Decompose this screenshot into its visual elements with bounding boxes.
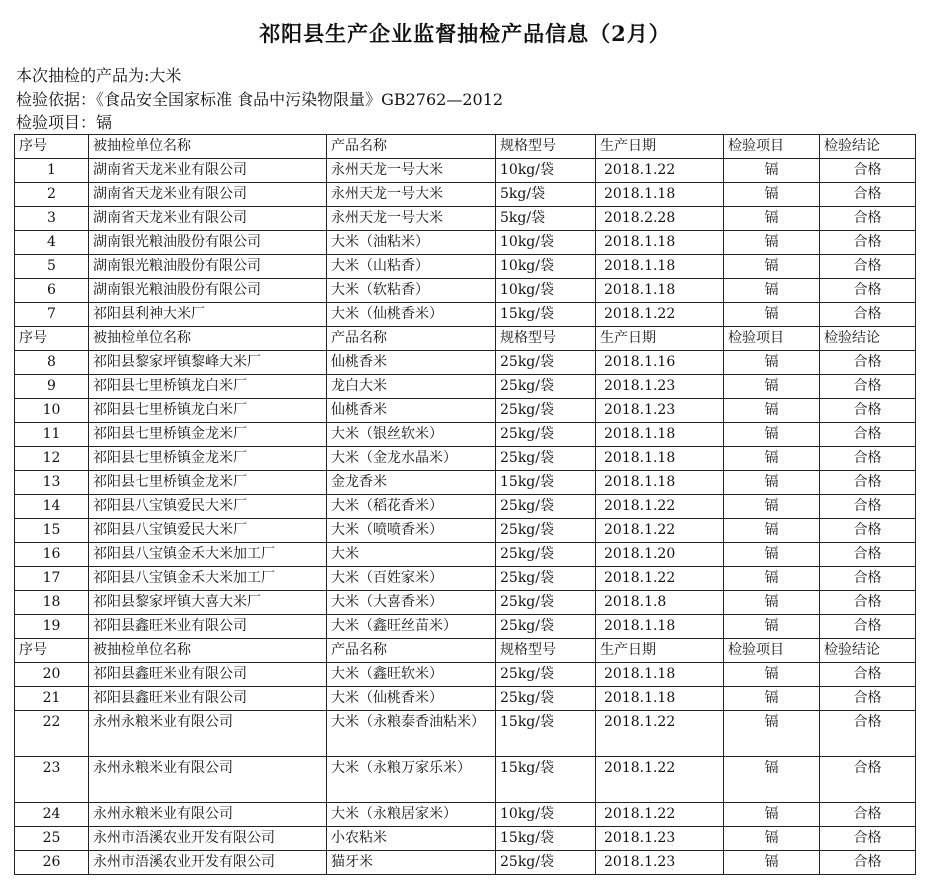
cell-no: 17 xyxy=(15,567,89,591)
cell-no: 3 xyxy=(15,207,89,231)
cell-item: 镉 xyxy=(724,399,820,423)
cell-spec: 25kg/袋 xyxy=(496,543,596,567)
cell-spec: 5kg/袋 xyxy=(496,207,596,231)
table-header-row xyxy=(15,135,916,159)
cell-unit: 祁阳县黎家坪镇大喜大米厂 xyxy=(89,591,327,615)
cell-item: 镉 xyxy=(724,231,820,255)
cell-date: 2018.1.18 xyxy=(596,447,724,471)
cell-item: 镉 xyxy=(724,519,820,543)
header-col-date: 生产日期 xyxy=(596,327,724,351)
cell-date: 2018.1.18 xyxy=(596,279,724,303)
cell-no: 1 xyxy=(15,159,89,183)
cell-spec: 15kg/袋 xyxy=(496,711,596,757)
table-header-row xyxy=(15,327,916,351)
cell-spec: 15kg/袋 xyxy=(496,827,596,851)
cell-result: 合格 xyxy=(820,183,916,207)
cell-unit: 祁阳县七里桥镇金龙米厂 xyxy=(89,423,327,447)
cell-spec: 25kg/袋 xyxy=(496,567,596,591)
cell-date: 2018.2.28 xyxy=(596,207,724,231)
cell-no: 26 xyxy=(15,851,89,875)
cell-date: 2018.1.18 xyxy=(596,687,724,711)
cell-unit: 湖南省天龙米业有限公司 xyxy=(89,207,327,231)
table-row xyxy=(15,447,916,471)
cell-spec: 25kg/袋 xyxy=(496,399,596,423)
cell-spec: 25kg/袋 xyxy=(496,351,596,375)
cell-item: 镉 xyxy=(724,543,820,567)
cell-spec: 10kg/袋 xyxy=(496,279,596,303)
cell-item: 镉 xyxy=(724,447,820,471)
cell-unit: 永州永粮米业有限公司 xyxy=(89,757,327,803)
table-header-row xyxy=(15,639,916,663)
cell-spec: 10kg/袋 xyxy=(496,231,596,255)
cell-unit: 祁阳县七里桥镇金龙米厂 xyxy=(89,447,327,471)
cell-date: 2018.1.18 xyxy=(596,231,724,255)
cell-date: 2018.1.22 xyxy=(596,711,724,757)
cell-spec: 10kg/袋 xyxy=(496,255,596,279)
header-col-result: 检验结论 xyxy=(820,639,916,663)
cell-product: 大米（仙桃香米） xyxy=(327,687,496,711)
item-line: 检验项目：镉 xyxy=(16,113,113,132)
cell-result: 合格 xyxy=(820,159,916,183)
cell-no: 25 xyxy=(15,827,89,851)
cell-unit: 湖南银光粮油股份有限公司 xyxy=(89,231,327,255)
cell-no: 18 xyxy=(15,591,89,615)
cell-item: 镉 xyxy=(724,851,820,875)
cell-result: 合格 xyxy=(820,757,916,803)
header-col-item: 检验项目 xyxy=(724,327,820,351)
table-row xyxy=(15,183,916,207)
cell-product: 猫牙米 xyxy=(327,851,496,875)
cell-product: 大米（永粮居家米） xyxy=(327,803,496,827)
cell-product: 永州天龙一号大米 xyxy=(327,207,496,231)
cell-product: 大米（永粮万家乐米） xyxy=(327,757,496,803)
cell-product: 大米（软粘香） xyxy=(327,279,496,303)
cell-product: 大米（百姓家米） xyxy=(327,567,496,591)
cell-product: 大米（鑫旺软米） xyxy=(327,663,496,687)
header-col-no: 序号 xyxy=(15,327,89,351)
cell-spec: 10kg/袋 xyxy=(496,159,596,183)
cell-no: 8 xyxy=(15,351,89,375)
cell-result: 合格 xyxy=(820,567,916,591)
table-row xyxy=(15,519,916,543)
cell-unit: 湖南省天龙米业有限公司 xyxy=(89,159,327,183)
cell-product: 大米（喷喷香米） xyxy=(327,519,496,543)
cell-no: 4 xyxy=(15,231,89,255)
header-col-unit: 被抽检单位名称 xyxy=(89,639,327,663)
header-col-product: 产品名称 xyxy=(327,639,496,663)
cell-spec: 15kg/袋 xyxy=(496,303,596,327)
cell-result: 合格 xyxy=(820,803,916,827)
header-col-item: 检验项目 xyxy=(724,639,820,663)
cell-result: 合格 xyxy=(820,303,916,327)
cell-product: 大米（仙桃香米） xyxy=(327,303,496,327)
cell-item: 镉 xyxy=(724,711,820,757)
cell-product: 大米（金龙水晶米） xyxy=(327,447,496,471)
header-col-date: 生产日期 xyxy=(596,135,724,159)
cell-product: 龙白大米 xyxy=(327,375,496,399)
cell-result: 合格 xyxy=(820,207,916,231)
cell-item: 镉 xyxy=(724,615,820,639)
cell-no: 10 xyxy=(15,399,89,423)
cell-no: 14 xyxy=(15,495,89,519)
cell-spec: 10kg/袋 xyxy=(496,803,596,827)
cell-item: 镉 xyxy=(724,687,820,711)
cell-item: 镉 xyxy=(724,303,820,327)
cell-unit: 祁阳县七里桥镇金龙米厂 xyxy=(89,471,327,495)
table-row xyxy=(15,687,916,711)
cell-no: 2 xyxy=(15,183,89,207)
table-row xyxy=(15,399,916,423)
cell-result: 合格 xyxy=(820,255,916,279)
cell-date: 2018.1.22 xyxy=(596,803,724,827)
cell-spec: 25kg/袋 xyxy=(496,851,596,875)
cell-date: 2018.1.22 xyxy=(596,757,724,803)
cell-product: 大米（大喜香米） xyxy=(327,591,496,615)
page-title: 祁阳县生产企业监督抽检产品信息（2月） xyxy=(259,21,671,46)
cell-unit: 永州市浯溪农业开发有限公司 xyxy=(89,851,327,875)
cell-spec: 25kg/袋 xyxy=(496,591,596,615)
cell-product: 仙桃香米 xyxy=(327,351,496,375)
table-row xyxy=(15,663,916,687)
product-line: 本次抽检的产品为:大米 xyxy=(16,66,182,85)
cell-spec: 25kg/袋 xyxy=(496,447,596,471)
table-row xyxy=(15,803,916,827)
cell-item: 镉 xyxy=(724,279,820,303)
header-col-no: 序号 xyxy=(15,135,89,159)
cell-product: 金龙香米 xyxy=(327,471,496,495)
cell-unit: 祁阳县黎家坪镇黎峰大米厂 xyxy=(89,351,327,375)
cell-date: 2018.1.20 xyxy=(596,543,724,567)
cell-product: 大米（油粘米） xyxy=(327,231,496,255)
cell-item: 镉 xyxy=(724,757,820,803)
cell-unit: 湖南省天龙米业有限公司 xyxy=(89,183,327,207)
table-row xyxy=(15,375,916,399)
cell-unit: 祁阳县八宝镇爱民大米厂 xyxy=(89,519,327,543)
cell-item: 镉 xyxy=(724,567,820,591)
cell-no: 9 xyxy=(15,375,89,399)
cell-result: 合格 xyxy=(820,543,916,567)
cell-unit: 祁阳县鑫旺米业有限公司 xyxy=(89,663,327,687)
header-col-result: 检验结论 xyxy=(820,327,916,351)
cell-spec: 25kg/袋 xyxy=(496,615,596,639)
cell-date: 2018.1.18 xyxy=(596,663,724,687)
cell-date: 2018.1.18 xyxy=(596,471,724,495)
cell-result: 合格 xyxy=(820,519,916,543)
cell-date: 2018.1.22 xyxy=(596,567,724,591)
table-row xyxy=(15,851,916,875)
table-row xyxy=(15,827,916,851)
cell-result: 合格 xyxy=(820,827,916,851)
cell-date: 2018.1.18 xyxy=(596,255,724,279)
cell-result: 合格 xyxy=(820,687,916,711)
cell-unit: 祁阳县八宝镇金禾大米加工厂 xyxy=(89,543,327,567)
table-row xyxy=(15,207,916,231)
basis-line: 检验依据：《食品安全国家标准 食品中污染物限量》GB2762—2012 xyxy=(16,90,504,109)
cell-product: 大米 xyxy=(327,543,496,567)
cell-product: 仙桃香米 xyxy=(327,399,496,423)
cell-date: 2018.1.23 xyxy=(596,375,724,399)
cell-spec: 15kg/袋 xyxy=(496,757,596,803)
cell-result: 合格 xyxy=(820,351,916,375)
table-row xyxy=(15,615,916,639)
cell-date: 2018.1.18 xyxy=(596,183,724,207)
table-row xyxy=(15,495,916,519)
header-col-spec: 规格型号 xyxy=(496,639,596,663)
cell-product: 大米（鑫旺丝苗米） xyxy=(327,615,496,639)
cell-product: 永州天龙一号大米 xyxy=(327,159,496,183)
header-col-date: 生产日期 xyxy=(596,639,724,663)
cell-date: 2018.1.22 xyxy=(596,159,724,183)
table-row xyxy=(15,423,916,447)
cell-item: 镉 xyxy=(724,375,820,399)
cell-spec: 5kg/袋 xyxy=(496,183,596,207)
cell-product: 永州天龙一号大米 xyxy=(327,183,496,207)
cell-result: 合格 xyxy=(820,711,916,757)
cell-spec: 25kg/袋 xyxy=(496,519,596,543)
cell-unit: 祁阳县八宝镇爱民大米厂 xyxy=(89,495,327,519)
cell-date: 2018.1.18 xyxy=(596,615,724,639)
cell-unit: 湖南银光粮油股份有限公司 xyxy=(89,255,327,279)
cell-item: 镉 xyxy=(724,495,820,519)
cell-date: 2018.1.18 xyxy=(596,423,724,447)
table-row xyxy=(15,279,916,303)
cell-spec: 25kg/袋 xyxy=(496,423,596,447)
cell-product: 小农粘米 xyxy=(327,827,496,851)
cell-item: 镉 xyxy=(724,471,820,495)
cell-date: 2018.1.22 xyxy=(596,303,724,327)
table-row xyxy=(15,567,916,591)
cell-result: 合格 xyxy=(820,851,916,875)
cell-unit: 祁阳县鑫旺米业有限公司 xyxy=(89,687,327,711)
cell-no: 6 xyxy=(15,279,89,303)
table-row xyxy=(15,757,916,803)
cell-result: 合格 xyxy=(820,231,916,255)
cell-result: 合格 xyxy=(820,495,916,519)
table-body xyxy=(15,135,916,875)
cell-result: 合格 xyxy=(820,471,916,495)
table-row xyxy=(15,255,916,279)
cell-no: 21 xyxy=(15,687,89,711)
cell-no: 22 xyxy=(15,711,89,757)
cell-date: 2018.1.23 xyxy=(596,399,724,423)
cell-result: 合格 xyxy=(820,423,916,447)
cell-date: 2018.1.22 xyxy=(596,519,724,543)
cell-unit: 祁阳县利神大米厂 xyxy=(89,303,327,327)
cell-result: 合格 xyxy=(820,663,916,687)
cell-no: 24 xyxy=(15,803,89,827)
cell-no: 5 xyxy=(15,255,89,279)
table-row xyxy=(15,543,916,567)
header-col-product: 产品名称 xyxy=(327,135,496,159)
table-row xyxy=(15,591,916,615)
header-col-product: 产品名称 xyxy=(327,327,496,351)
cell-date: 2018.1.23 xyxy=(596,851,724,875)
cell-product: 大米（永粮泰香油粘米） xyxy=(327,711,496,757)
cell-item: 镉 xyxy=(724,827,820,851)
cell-result: 合格 xyxy=(820,399,916,423)
cell-no: 20 xyxy=(15,663,89,687)
header-col-item: 检验项目 xyxy=(724,135,820,159)
cell-date: 2018.1.23 xyxy=(596,827,724,851)
cell-item: 镉 xyxy=(724,183,820,207)
cell-unit: 永州永粮米业有限公司 xyxy=(89,803,327,827)
cell-result: 合格 xyxy=(820,447,916,471)
cell-spec: 25kg/袋 xyxy=(496,495,596,519)
cell-no: 13 xyxy=(15,471,89,495)
cell-item: 镉 xyxy=(724,423,820,447)
cell-spec: 25kg/袋 xyxy=(496,663,596,687)
table-row xyxy=(15,471,916,495)
inspection-table xyxy=(14,134,916,875)
cell-no: 19 xyxy=(15,615,89,639)
cell-item: 镉 xyxy=(724,159,820,183)
cell-date: 2018.1.8 xyxy=(596,591,724,615)
cell-unit: 祁阳县七里桥镇龙白米厂 xyxy=(89,375,327,399)
header-col-result: 检验结论 xyxy=(820,135,916,159)
cell-product: 大米（稻花香米） xyxy=(327,495,496,519)
header-col-no: 序号 xyxy=(15,639,89,663)
header-col-unit: 被抽检单位名称 xyxy=(89,135,327,159)
table-row xyxy=(15,351,916,375)
table-row xyxy=(15,231,916,255)
cell-spec: 15kg/袋 xyxy=(496,471,596,495)
cell-date: 2018.1.16 xyxy=(596,351,724,375)
cell-item: 镉 xyxy=(724,803,820,827)
cell-date: 2018.1.22 xyxy=(596,495,724,519)
cell-item: 镉 xyxy=(724,207,820,231)
header-col-spec: 规格型号 xyxy=(496,135,596,159)
cell-unit: 祁阳县八宝镇金禾大米加工厂 xyxy=(89,567,327,591)
cell-item: 镉 xyxy=(724,663,820,687)
header-col-spec: 规格型号 xyxy=(496,327,596,351)
cell-result: 合格 xyxy=(820,615,916,639)
cell-unit: 永州永粮米业有限公司 xyxy=(89,711,327,757)
cell-no: 15 xyxy=(15,519,89,543)
cell-result: 合格 xyxy=(820,375,916,399)
cell-no: 23 xyxy=(15,757,89,803)
cell-unit: 湖南银光粮油股份有限公司 xyxy=(89,279,327,303)
cell-item: 镉 xyxy=(724,255,820,279)
table-row xyxy=(15,711,916,757)
cell-unit: 永州市浯溪农业开发有限公司 xyxy=(89,827,327,851)
table-row xyxy=(15,303,916,327)
table-row xyxy=(15,159,916,183)
cell-result: 合格 xyxy=(820,591,916,615)
cell-spec: 25kg/袋 xyxy=(496,375,596,399)
cell-unit: 祁阳县鑫旺米业有限公司 xyxy=(89,615,327,639)
header-col-unit: 被抽检单位名称 xyxy=(89,327,327,351)
cell-item: 镉 xyxy=(724,351,820,375)
cell-product: 大米（山粘香） xyxy=(327,255,496,279)
cell-spec: 25kg/袋 xyxy=(496,687,596,711)
cell-no: 12 xyxy=(15,447,89,471)
cell-unit: 祁阳县七里桥镇龙白米厂 xyxy=(89,399,327,423)
cell-product: 大米（银丝软米） xyxy=(327,423,496,447)
cell-no: 11 xyxy=(15,423,89,447)
cell-result: 合格 xyxy=(820,279,916,303)
cell-no: 16 xyxy=(15,543,89,567)
cell-no: 7 xyxy=(15,303,89,327)
cell-item: 镉 xyxy=(724,591,820,615)
